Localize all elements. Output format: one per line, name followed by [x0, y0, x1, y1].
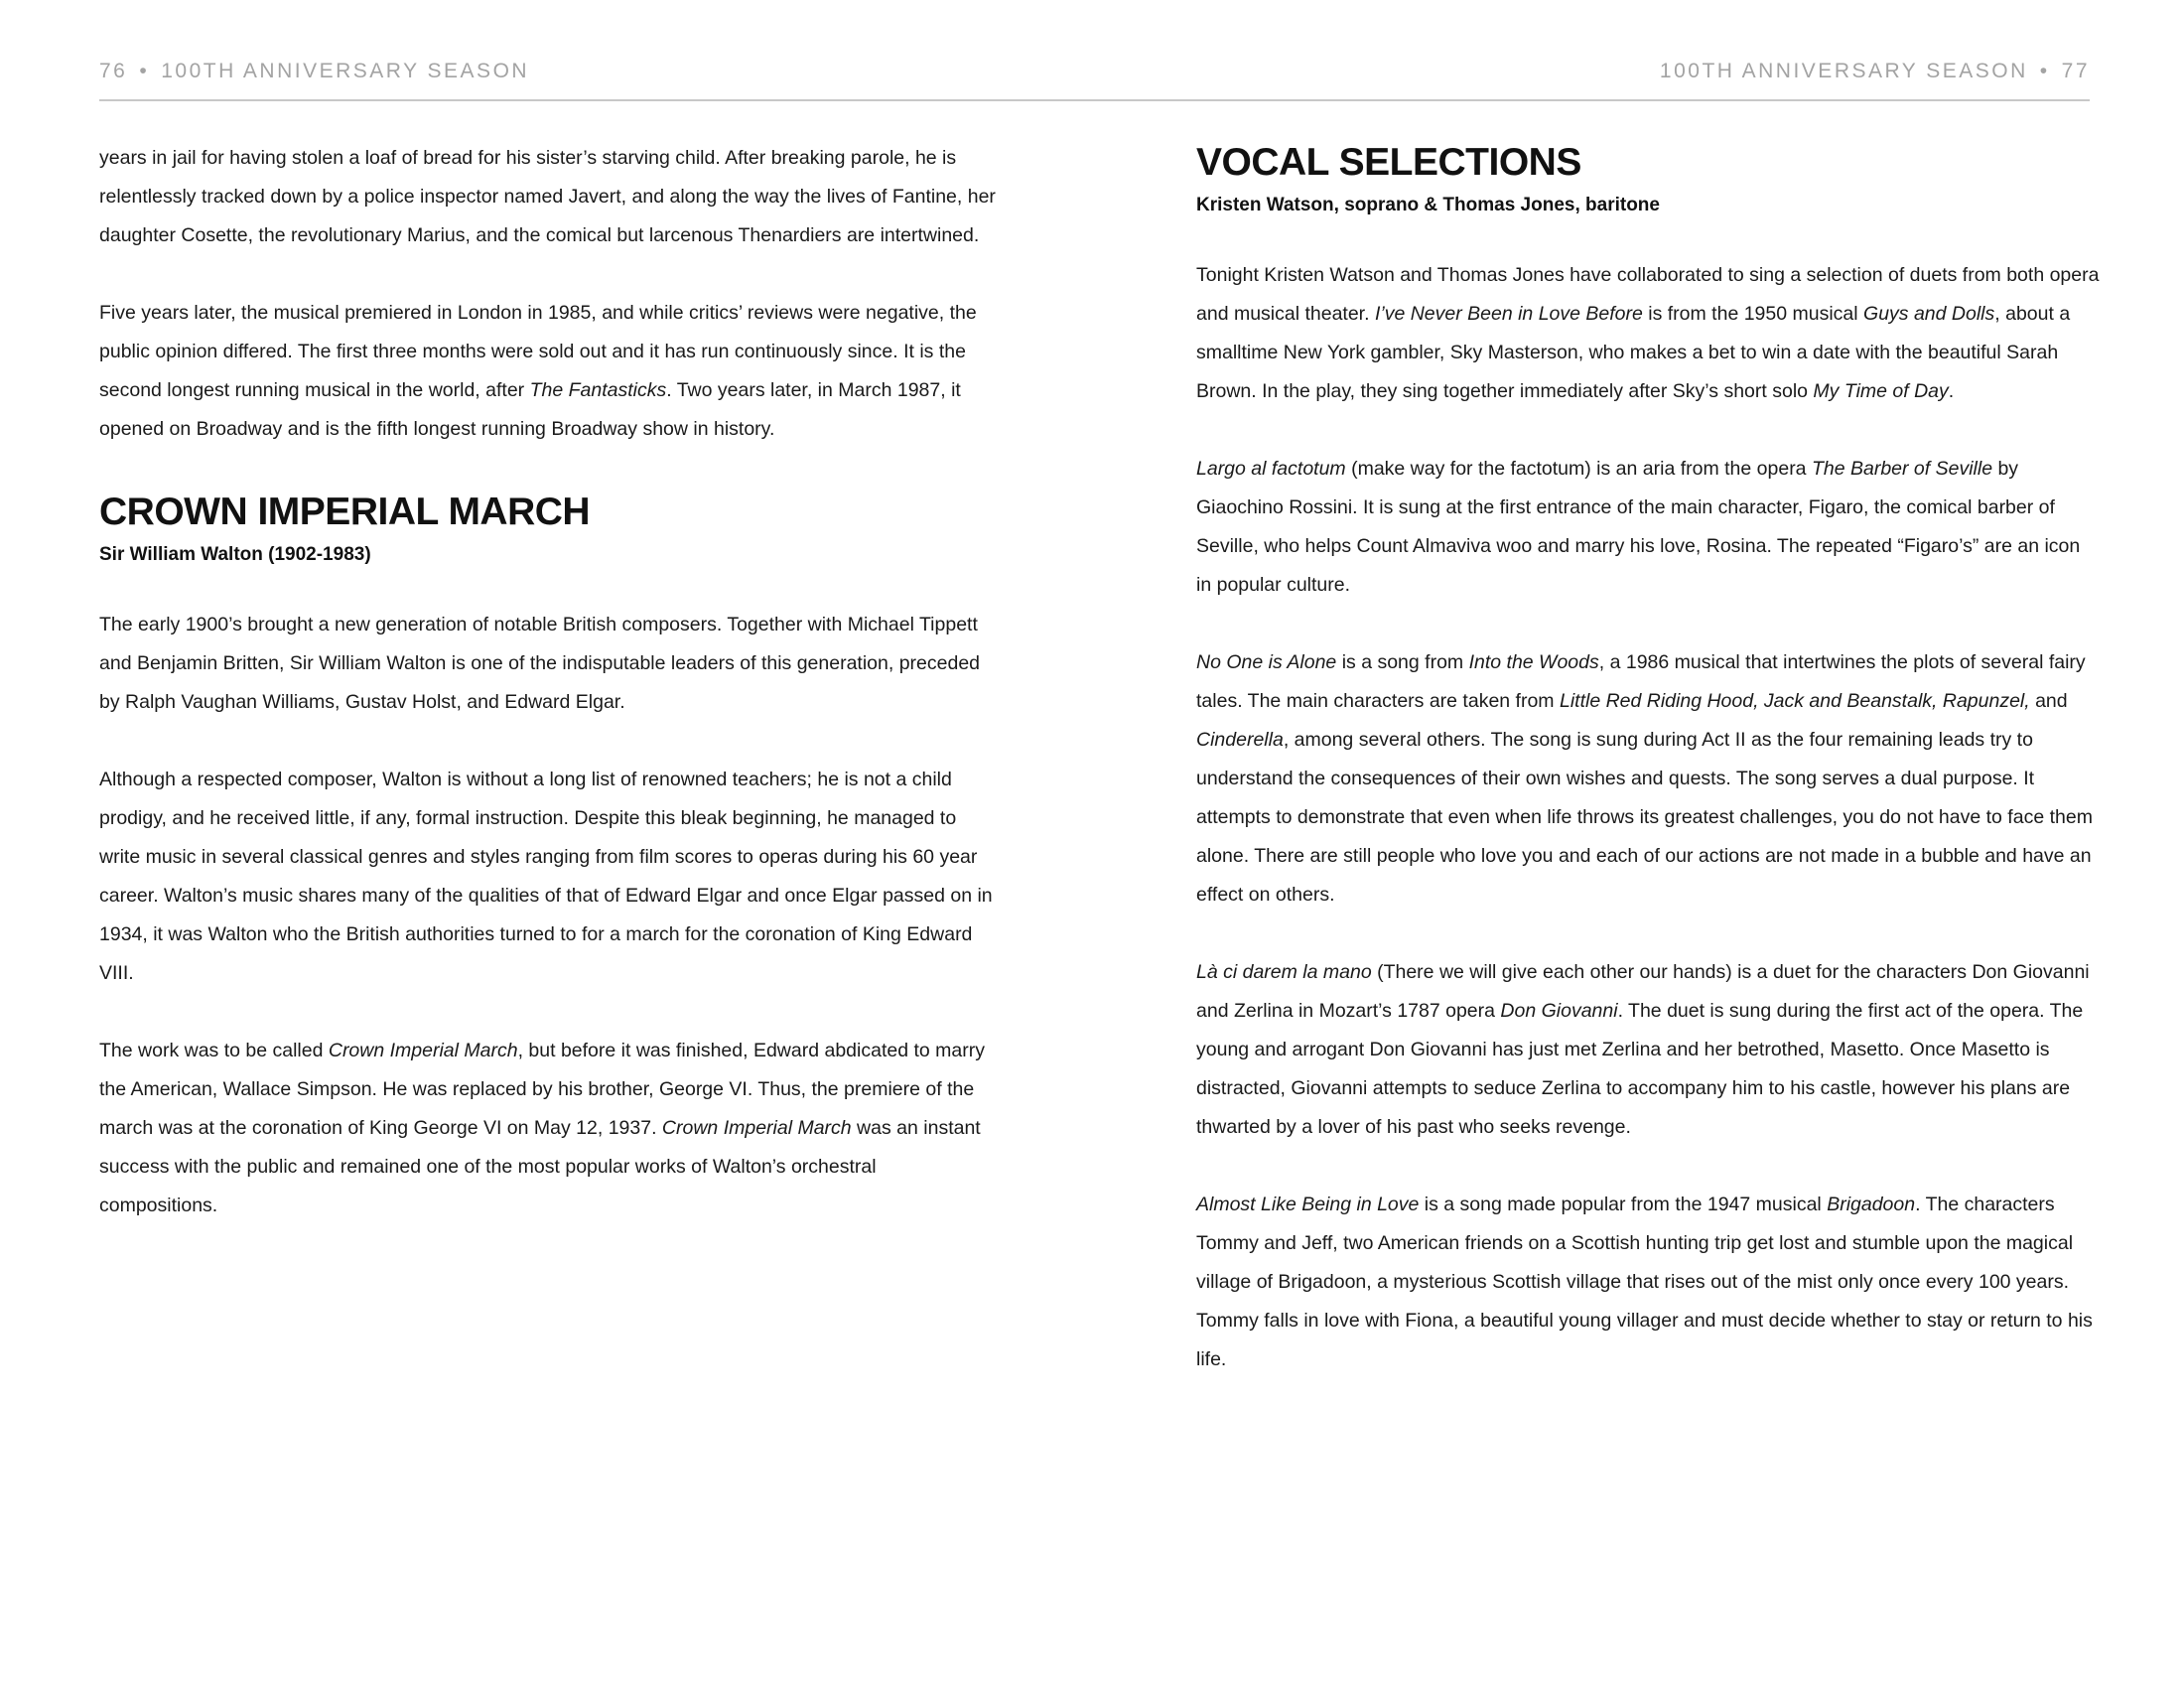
section-body: [99, 606, 998, 1225]
paragraph-text: The early 1900’s brought a new generation of notable British composers. Together with Michael Tippett and Benjamin Britten, Sir William Walton is one of the indisputable leaders of this generation, preceded by Ralph Vaughan Williams, Gustav Holst, and Edward Elgar.: [99, 614, 981, 713]
paragraph-text: (make way for the factotum) is an aria from the opera: [1345, 458, 1812, 480]
paragraph-text: , a 1986 musical that intertwines the plots of several fairy tales. The main characters are taken from: [1196, 651, 2086, 712]
italic-title-text: No One is Alone: [1196, 651, 1337, 673]
body-paragraph: [1196, 643, 2100, 914]
right-page-column: [1196, 139, 2100, 1418]
italic-title-text: Almost Like Being in Love: [1196, 1194, 1420, 1215]
paragraph-text: Five years later, the musical premiered in London in 1985, and while critics’ reviews were negative, the public opinion differed. The first three months were sold out and it has run continuously since. It is the second longest running musical in the world, after: [99, 302, 977, 401]
italic-title-text: Cinderella: [1196, 729, 1284, 751]
left-page-number: 76: [99, 60, 128, 82]
paragraph-text: by Giaochino Rossini. It is sung at the first entrance of the main character, Figaro, the comical barber of Seville, who helps Count Almaviva woo and marry his love, Rosina. The repeated “Figaro’s” are an icon in popular culture.: [1196, 458, 2081, 596]
paragraph-text: . The duet is sung during the first act of the opera. The young and arrogant Don Giovanni has just met Zerlina and her betrothed, Masetto. Once Masetto is distracted, Giovanni attempts to seduce Zerlina to accompany him to his castle, however his plans are thwarted by a lover of his past who seeks revenge.: [1196, 1000, 2084, 1138]
paragraph-text: Although a respected composer, Walton is without a long list of renowned teachers; he is not a child prodigy, and he received little, if any, formal instruction. Despite this bleak beginning, he managed to write music in several classical genres and styles ranging from film scores to operas during his 60 year career. Walton’s music shares many of the qualities of that of Edward Elgar and once Elgar passed on in 1934, it was Walton who the British authorities turned to for a march for the coronation of King Edward VIII.: [99, 769, 993, 984]
italic-title-text: Brigadoon: [1827, 1194, 1916, 1215]
paragraph-text: was an instant success with the public and remained one of the most popular works of Walton’s orchestral compositions.: [99, 1117, 981, 1216]
paragraph-text: (There we will give each other our hands) is a duet for the characters Don Giovanni and Zerlina in Mozart’s 1787 opera: [1196, 961, 2090, 1022]
left-running-title: 100TH ANNIVERSARY SEASON: [161, 60, 530, 82]
italic-title-text: The Fantasticks: [529, 379, 667, 401]
right-page-number: 77: [2061, 60, 2090, 82]
page-header: [99, 60, 2090, 101]
paragraph-text: is from the 1950 musical: [1642, 303, 1864, 325]
paragraph-text: .: [1948, 380, 1955, 402]
italic-title-text: Largo al factotum: [1196, 458, 1346, 480]
section-body: [1196, 256, 2100, 1379]
section-title: CROWN IMPERIAL MARCH: [99, 491, 591, 533]
paragraph-text: The work was to be called: [99, 1040, 329, 1061]
italic-title-text: The Barber of Seville: [1811, 458, 1993, 480]
italic-title-text: Into the Woods: [1468, 651, 1599, 673]
italic-title-text: Crown Imperial March: [661, 1117, 852, 1139]
body-paragraph: [1196, 450, 2100, 605]
section-title: VOCAL SELECTIONS: [1196, 141, 1581, 184]
paragraph-text: , about a smalltime New York gambler, Sky Masterson, who makes a bet to win a date with the beautiful Sarah Brown. In the play, they sing together immediately after Sky’s short solo: [1196, 303, 2071, 402]
body-paragraph: [99, 761, 998, 993]
intro-body: [99, 139, 998, 449]
paragraph-text: , among several others. The song is sung during Act II as the four remaining leads try to understand the consequences of their own wishes and quests. The song serves a dual purpose. It attempts to demonstrate that even when life throws its greatest challenges, you do not have to face them alone. There are still people who love you and each of our actions are not made in a bubble and have an effect on others.: [1196, 729, 2093, 906]
header-separator: •: [139, 60, 150, 82]
paragraph-text: is a song from: [1336, 651, 1469, 673]
body-paragraph: [1196, 953, 2100, 1147]
italic-title-text: Little Red Riding Hood, Jack and Beanstalk, Rapunzel,: [1559, 690, 2030, 712]
italic-title-text: My Time of Day: [1813, 380, 1949, 402]
paragraph-text: . Two years later, in March 1987, it opened on Broadway and is the fifth longest running Broadway show in history.: [99, 379, 961, 440]
header-right: [1660, 60, 2090, 83]
italic-title-text: Là ci darem la mano: [1196, 961, 1372, 983]
italic-title-text: I’ve Never Been in Love Before: [1374, 303, 1643, 325]
body-paragraph: [1196, 256, 2100, 411]
italic-title-text: Crown Imperial March: [328, 1040, 518, 1061]
body-paragraph: [99, 606, 998, 722]
italic-title-text: Guys and Dolls: [1863, 303, 1995, 325]
left-page-column: [99, 139, 998, 1264]
body-paragraph: [99, 1032, 998, 1225]
paragraph-text: . The characters Tommy and Jeff, two American friends on a Scottish hunting trip get lost and stumble upon the magical village of Brigadoon, a mysterious Scottish village that rises out of the mist only once every 100 years. Tommy falls in love with Fiona, a beautiful young villager and must decide whether to stay or return to his life.: [1196, 1194, 2093, 1370]
italic-title-text: Don Giovanni: [1500, 1000, 1618, 1022]
body-paragraph: [99, 139, 998, 255]
paragraph-text: , but before it was finished, Edward abdicated to marry the American, Wallace Simpson. He was replaced by his brother, George VI. Thus, the premiere of the march was at the coronation of King George VI on May 12, 1937.: [99, 1040, 985, 1139]
section-subtitle: Sir William Walton (1902-1983): [99, 544, 371, 565]
paragraph-text: is a song made popular from the 1947 musical: [1419, 1194, 1828, 1215]
paragraph-text: and: [2029, 690, 2068, 712]
paragraph-text: years in jail for having stolen a loaf of bread for his sister’s starving child. After breaking parole, he is relentlessly tracked down by a police inspector named Javert, and along the way the lives of Fantine, her daughter Cosette, the revolutionary Marius, and the comical but larcenous Thenardiers are intertwined.: [99, 147, 996, 246]
body-paragraph: [99, 294, 998, 449]
body-paragraph: [1196, 1186, 2100, 1379]
section-subtitle: Kristen Watson, soprano & Thomas Jones, baritone: [1196, 195, 1660, 215]
header-left: [99, 60, 529, 83]
paragraph-text: Tonight Kristen Watson and Thomas Jones have collaborated to sing a selection of duets from both opera and musical theater.: [1196, 264, 2100, 325]
right-running-title: 100TH ANNIVERSARY SEASON: [1659, 60, 2028, 82]
header-separator: •: [2039, 60, 2050, 82]
